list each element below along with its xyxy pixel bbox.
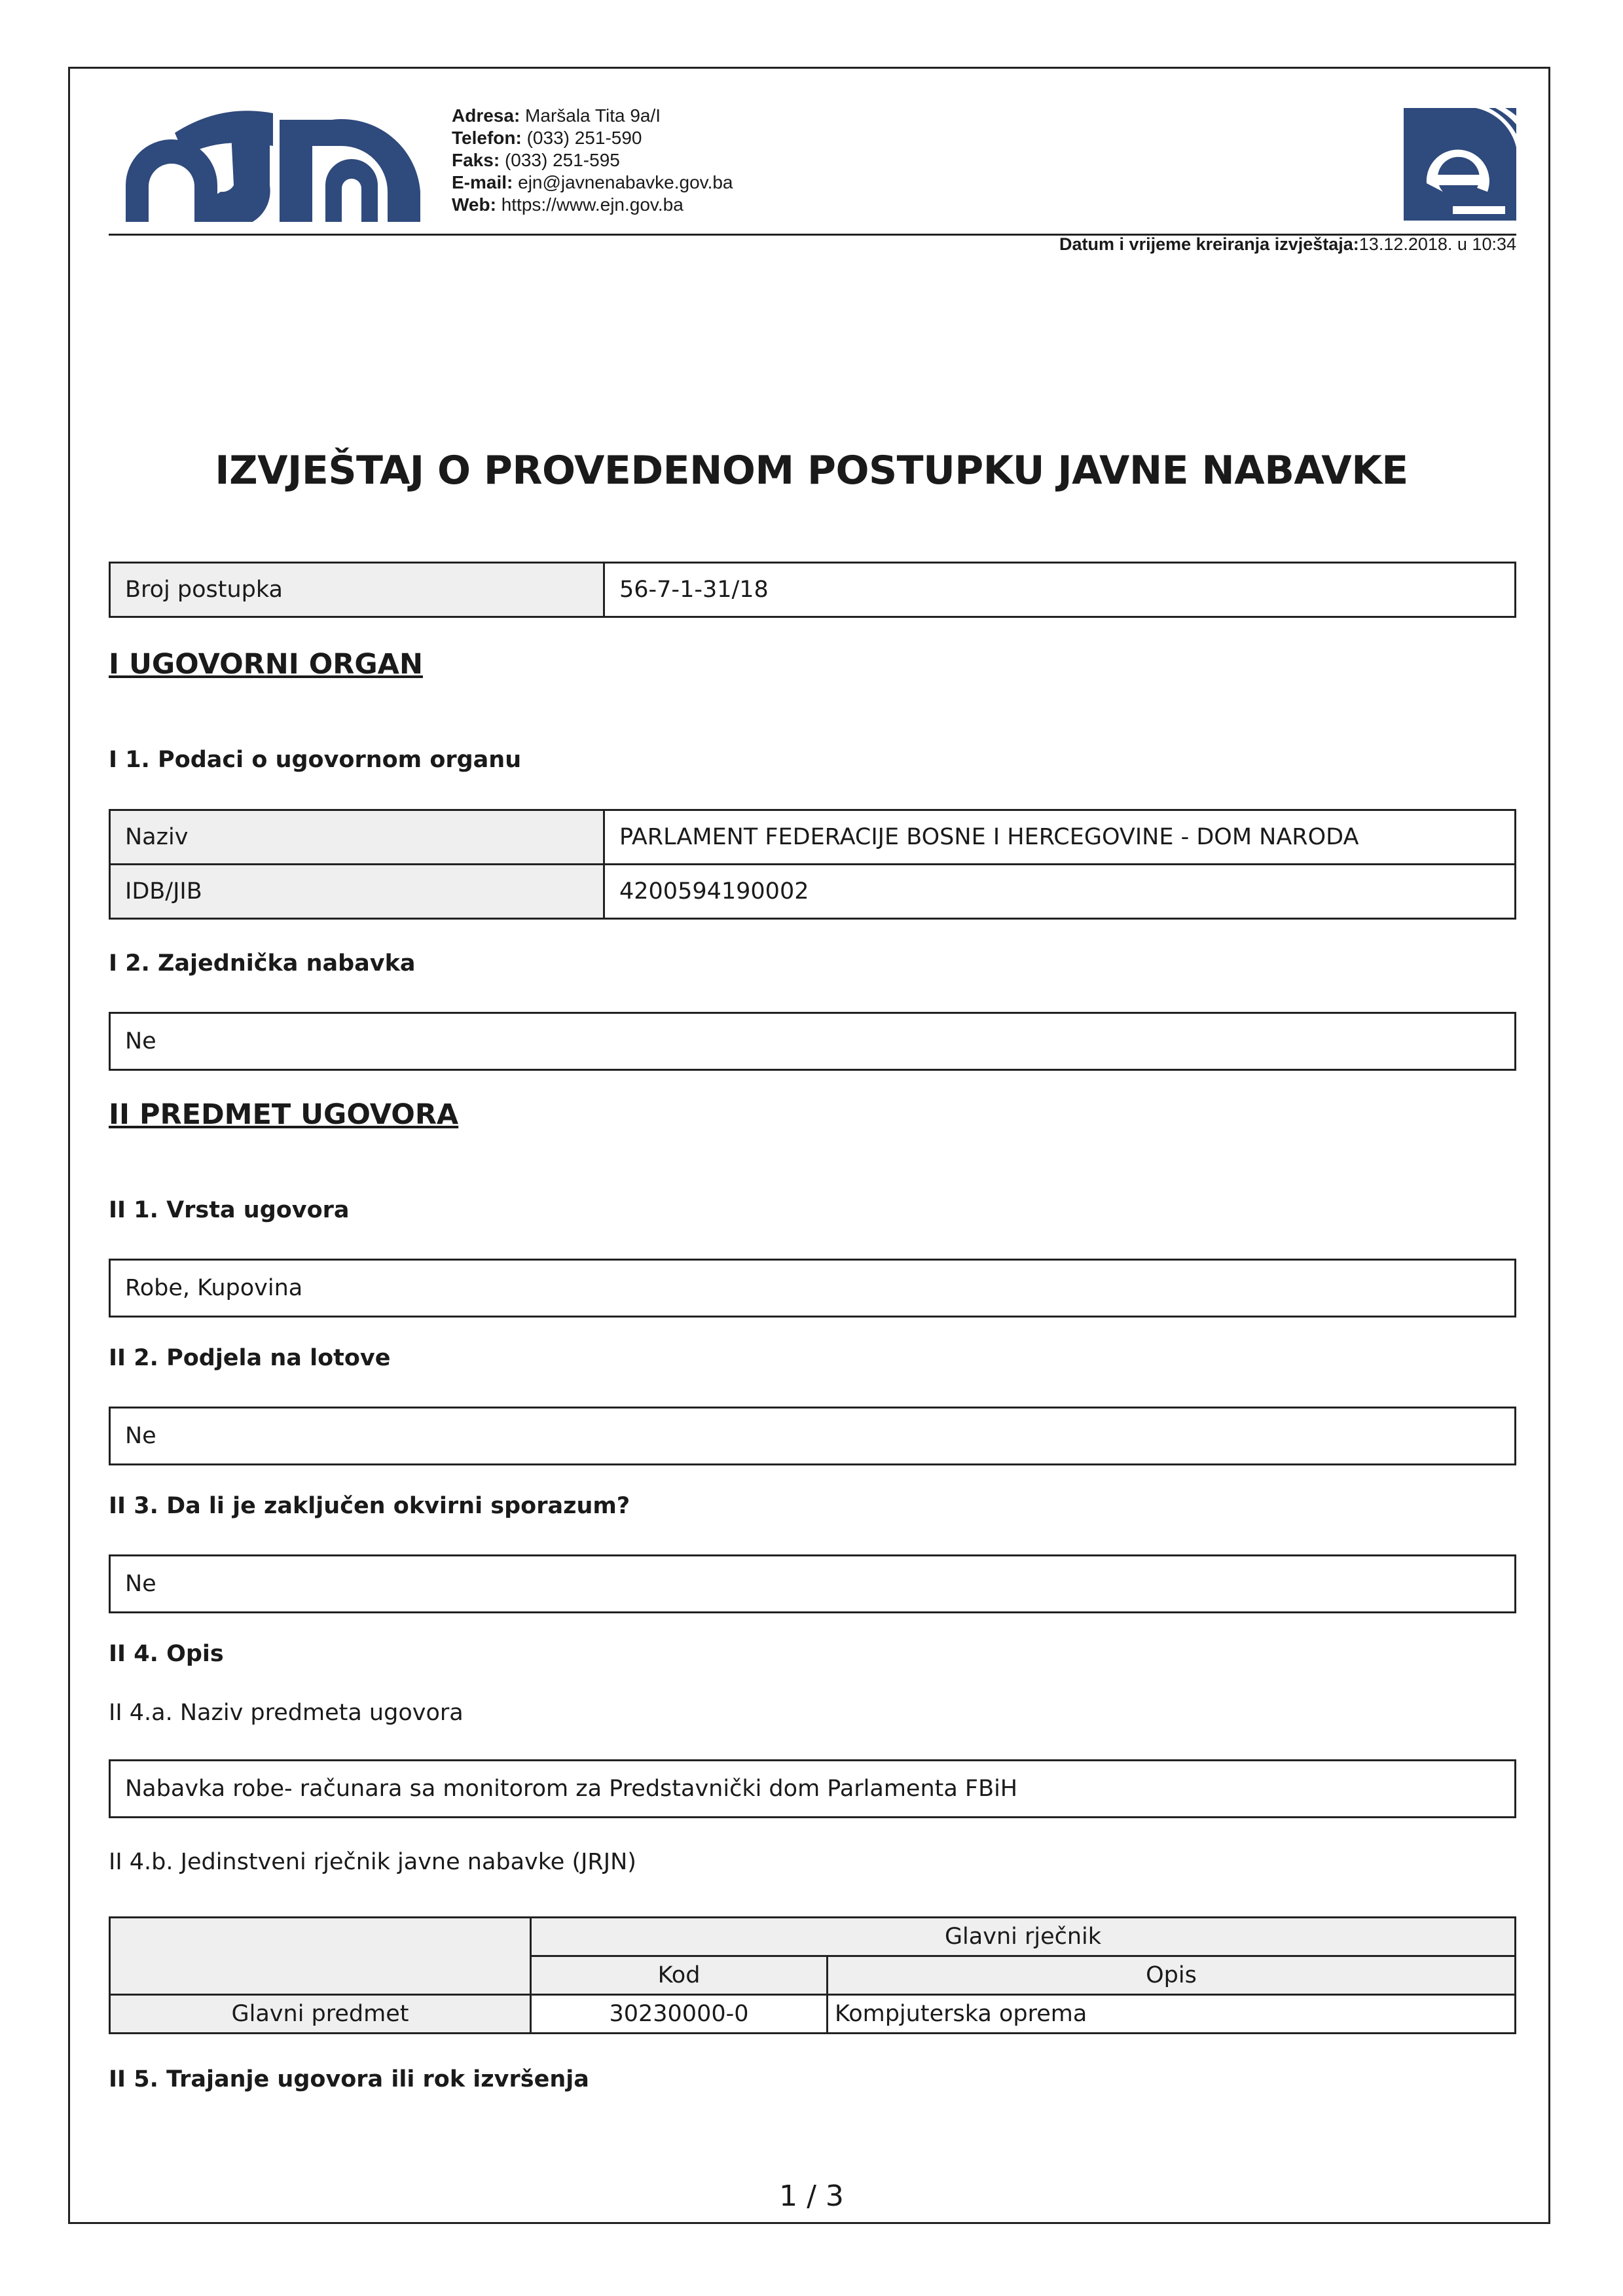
contact-email: E-mail: ejn@javnenabavke.gov.ba xyxy=(452,172,733,192)
table-row xyxy=(110,563,1516,617)
subsection-jrjn: II 4.b. Jedinstveni rječnik javne nabavke (JRJN) xyxy=(109,1849,636,1875)
table-row xyxy=(110,1995,1516,2034)
jrjn-row-label: Glavni predmet xyxy=(110,1995,531,2034)
lots-value: Ne xyxy=(125,1423,156,1449)
ajn-logo xyxy=(122,107,424,222)
page-border xyxy=(68,67,1550,2224)
framework-value: Ne xyxy=(125,1571,156,1597)
jrjn-row-kod: 30230000-0 xyxy=(531,1995,828,2034)
authority-id-value: 4200594190002 xyxy=(604,865,1516,919)
subsection-subject-name: II 4.a. Naziv predmeta ugovora xyxy=(109,1700,464,1726)
contact-fax: Faks: (033) 251-595 xyxy=(452,150,620,170)
page-number: 1 / 3 xyxy=(779,2179,844,2213)
subsection-framework: II 3. Da li je zaključen okvirni sporazum? xyxy=(109,1493,630,1519)
subject-name-value: Nabavka robe- računara sa monitorom za Predstavnički dom Parlamenta FBiH xyxy=(125,1776,1018,1802)
subsection-lots: II 2. Podjela na lotove xyxy=(109,1345,391,1371)
subsection-contract-type: II 1. Vrsta ugovora xyxy=(109,1197,350,1223)
contact-web: Web: https://www.ejn.gov.ba xyxy=(452,194,684,215)
authority-name-value: PARLAMENT FEDERACIJE BOSNE I HERCEGOVINE - DOM NARODA xyxy=(604,810,1516,865)
subsection-duration: II 5. Trajanje ugovora ili rok izvršenja xyxy=(109,2066,589,2092)
contact-address: Adresa: Maršala Tita 9a/I xyxy=(452,105,661,126)
authority-id-label: IDB/JIB xyxy=(110,865,604,919)
section-contracting-authority: I UGOVORNI ORGAN xyxy=(109,648,423,681)
subsection-description: II 4. Opis xyxy=(109,1641,224,1667)
subsection-authority-data: I 1. Podaci o ugovornom organu xyxy=(109,747,522,773)
procedure-number-label: Broj postupka xyxy=(110,563,604,617)
subject-name-box xyxy=(109,1759,1516,1818)
framework-box xyxy=(109,1554,1516,1613)
table-row xyxy=(110,1918,1516,1956)
report-created-timestamp: Datum i vrijeme kreiranja izvještaja:13.12.2018. u 10:34 xyxy=(1059,234,1516,254)
ejn-logo xyxy=(1404,108,1516,221)
contact-block xyxy=(452,105,733,216)
jrjn-empty-corner xyxy=(110,1918,531,1995)
report-title: IZVJEŠTAJ O PROVEDENOM POSTUPKU JAVNE NABAVKE xyxy=(215,448,1408,493)
joint-procurement-box xyxy=(109,1012,1516,1071)
procedure-number-value: 56-7-1-31/18 xyxy=(604,563,1516,617)
jrjn-col-kod: Kod xyxy=(531,1956,828,1995)
lots-box xyxy=(109,1407,1516,1465)
contract-type-value: Robe, Kupovina xyxy=(125,1275,303,1301)
jrjn-row-opis: Kompjuterska oprema xyxy=(828,1995,1516,2034)
authority-name-label: Naziv xyxy=(110,810,604,865)
subsection-joint-procurement: I 2. Zajednička nabavka xyxy=(109,950,416,977)
table-row xyxy=(110,865,1516,919)
jrjn-table xyxy=(109,1916,1516,2034)
jrjn-group-header: Glavni rječnik xyxy=(531,1918,1516,1956)
section-contract-subject: II PREDMET UGOVORA xyxy=(109,1098,459,1131)
contact-phone: Telefon: (033) 251-590 xyxy=(452,128,642,148)
table-row xyxy=(110,810,1516,865)
contract-type-box xyxy=(109,1259,1516,1318)
authority-table xyxy=(109,809,1516,920)
jrjn-col-opis: Opis xyxy=(828,1956,1516,1995)
procedure-number-table xyxy=(109,562,1516,618)
joint-procurement-value: Ne xyxy=(125,1028,156,1054)
